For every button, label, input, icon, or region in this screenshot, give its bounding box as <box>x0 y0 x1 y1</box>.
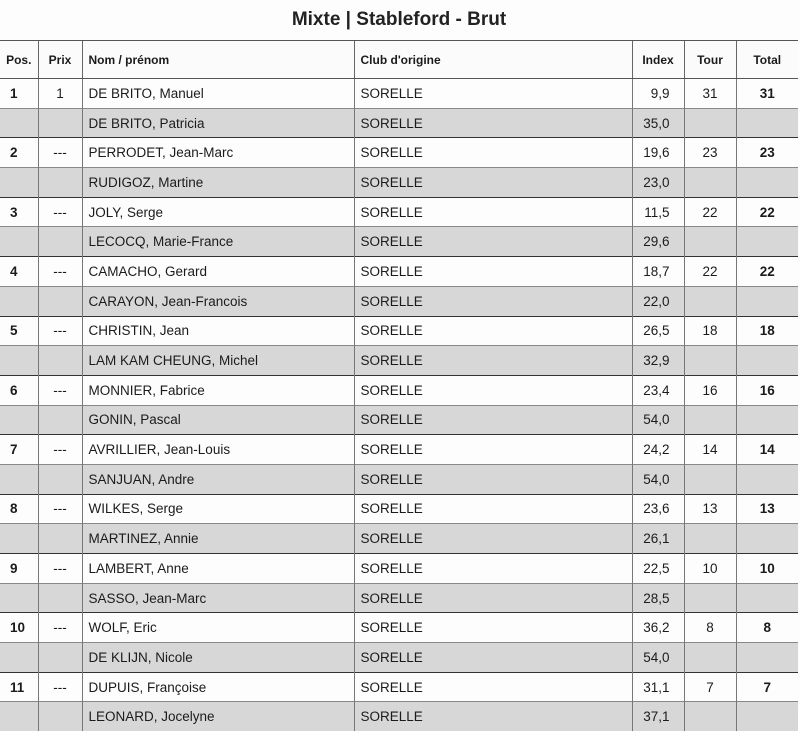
player-name-cell: SANJUAN, Andre <box>82 464 354 494</box>
club-cell: SORELLE <box>354 524 632 554</box>
prix-cell <box>38 464 82 494</box>
total-cell <box>736 643 798 673</box>
player-name-cell: LAM KAM CHEUNG, Michel <box>82 346 354 376</box>
club-cell: SORELLE <box>354 435 632 465</box>
table-row <box>0 79 798 109</box>
player-name-cell: DE KLIJN, Nicole <box>82 643 354 673</box>
prix-cell: 1 <box>38 79 82 109</box>
total-cell: 23 <box>736 138 798 168</box>
position-cell: 10 <box>0 613 38 643</box>
total-cell: 22 <box>736 197 798 227</box>
total-cell <box>736 702 798 731</box>
table-row <box>0 524 798 554</box>
table-row <box>0 435 798 465</box>
index-cell: 22,5 <box>632 554 684 584</box>
player-name-cell: SASSO, Jean-Marc <box>82 583 354 613</box>
table-row <box>0 197 798 227</box>
position-cell <box>0 405 38 435</box>
tour-cell: 7 <box>684 672 736 702</box>
prix-cell: --- <box>38 138 82 168</box>
tour-cell: 31 <box>684 79 736 109</box>
player-name-cell: CHRISTIN, Jean <box>82 316 354 346</box>
table-row <box>0 108 798 138</box>
position-cell: 11 <box>0 672 38 702</box>
total-cell: 31 <box>736 79 798 109</box>
club-cell: SORELLE <box>354 464 632 494</box>
club-cell: SORELLE <box>354 346 632 376</box>
index-cell: 31,1 <box>632 672 684 702</box>
position-cell <box>0 583 38 613</box>
table-row <box>0 168 798 198</box>
total-cell <box>736 108 798 138</box>
tour-cell <box>684 702 736 731</box>
prix-cell <box>38 346 82 376</box>
club-cell: SORELLE <box>354 286 632 316</box>
total-cell <box>736 346 798 376</box>
tour-cell: 10 <box>684 554 736 584</box>
player-name-cell: LAMBERT, Anne <box>82 554 354 584</box>
table-row <box>0 346 798 376</box>
position-cell <box>0 643 38 673</box>
club-cell: SORELLE <box>354 227 632 257</box>
table-row <box>0 554 798 584</box>
index-cell: 54,0 <box>632 464 684 494</box>
total-cell <box>736 405 798 435</box>
club-cell: SORELLE <box>354 138 632 168</box>
position-cell: 7 <box>0 435 38 465</box>
index-cell: 37,1 <box>632 702 684 731</box>
prix-cell <box>38 702 82 731</box>
index-cell: 23,0 <box>632 168 684 198</box>
club-cell: SORELLE <box>354 168 632 198</box>
table-row <box>0 138 798 168</box>
club-cell: SORELLE <box>354 554 632 584</box>
prix-cell: --- <box>38 672 82 702</box>
tour-cell <box>684 464 736 494</box>
table-row <box>0 257 798 287</box>
position-cell: 8 <box>0 494 38 524</box>
total-cell: 7 <box>736 672 798 702</box>
position-cell <box>0 227 38 257</box>
total-cell: 16 <box>736 375 798 405</box>
player-name-cell: WILKES, Serge <box>82 494 354 524</box>
total-cell <box>736 286 798 316</box>
index-cell: 26,5 <box>632 316 684 346</box>
header-row <box>0 41 798 79</box>
table-row <box>0 286 798 316</box>
position-cell: 9 <box>0 554 38 584</box>
index-cell: 28,5 <box>632 583 684 613</box>
table-row <box>0 672 798 702</box>
header-index: Index <box>632 41 684 79</box>
table-row <box>0 494 798 524</box>
player-name-cell: DE BRITO, Patricia <box>82 108 354 138</box>
tour-cell <box>684 168 736 198</box>
position-cell: 3 <box>0 197 38 227</box>
table-row <box>0 583 798 613</box>
prix-cell <box>38 524 82 554</box>
results-table <box>0 41 798 731</box>
player-name-cell: DUPUIS, Françoise <box>82 672 354 702</box>
club-cell: SORELLE <box>354 79 632 109</box>
position-cell <box>0 108 38 138</box>
player-name-cell: DE BRITO, Manuel <box>82 79 354 109</box>
index-cell: 54,0 <box>632 643 684 673</box>
total-cell: 14 <box>736 435 798 465</box>
header-total: Total <box>736 41 798 79</box>
total-cell <box>736 168 798 198</box>
player-name-cell: WOLF, Eric <box>82 613 354 643</box>
prix-cell: --- <box>38 494 82 524</box>
player-name-cell: MARTINEZ, Annie <box>82 524 354 554</box>
tour-cell: 13 <box>684 494 736 524</box>
table-row <box>0 613 798 643</box>
player-name-cell: MONNIER, Fabrice <box>82 375 354 405</box>
club-cell: SORELLE <box>354 405 632 435</box>
tour-cell <box>684 227 736 257</box>
tour-cell <box>684 346 736 376</box>
prix-cell <box>38 108 82 138</box>
position-cell: 6 <box>0 375 38 405</box>
club-cell: SORELLE <box>354 316 632 346</box>
club-cell: SORELLE <box>354 257 632 287</box>
position-cell: 2 <box>0 138 38 168</box>
prix-cell <box>38 168 82 198</box>
position-cell: 4 <box>0 257 38 287</box>
total-cell: 13 <box>736 494 798 524</box>
tour-cell: 22 <box>684 257 736 287</box>
prix-cell <box>38 286 82 316</box>
index-cell: 54,0 <box>632 405 684 435</box>
total-cell: 22 <box>736 257 798 287</box>
index-cell: 9,9 <box>632 79 684 109</box>
index-cell: 18,7 <box>632 257 684 287</box>
header-prix: Prix <box>38 41 82 79</box>
page-title: Mixte | Stableford - Brut <box>0 0 798 41</box>
table-row <box>0 316 798 346</box>
index-cell: 23,6 <box>632 494 684 524</box>
table-row <box>0 375 798 405</box>
tour-cell: 14 <box>684 435 736 465</box>
index-cell: 22,0 <box>632 286 684 316</box>
club-cell: SORELLE <box>354 643 632 673</box>
player-name-cell: JOLY, Serge <box>82 197 354 227</box>
club-cell: SORELLE <box>354 494 632 524</box>
index-cell: 32,9 <box>632 346 684 376</box>
table-row <box>0 227 798 257</box>
club-cell: SORELLE <box>354 702 632 731</box>
position-cell <box>0 702 38 731</box>
index-cell: 26,1 <box>632 524 684 554</box>
table-row <box>0 643 798 673</box>
tour-cell <box>684 405 736 435</box>
club-cell: SORELLE <box>354 375 632 405</box>
total-cell <box>736 227 798 257</box>
total-cell: 8 <box>736 613 798 643</box>
player-name-cell: PERRODET, Jean-Marc <box>82 138 354 168</box>
prix-cell: --- <box>38 316 82 346</box>
total-cell <box>736 583 798 613</box>
total-cell: 10 <box>736 554 798 584</box>
index-cell: 24,2 <box>632 435 684 465</box>
position-cell <box>0 524 38 554</box>
tour-cell: 22 <box>684 197 736 227</box>
position-cell <box>0 464 38 494</box>
total-cell: 18 <box>736 316 798 346</box>
header-nom: Nom / prénom <box>82 41 354 79</box>
prix-cell: --- <box>38 257 82 287</box>
table-row <box>0 702 798 731</box>
prix-cell: --- <box>38 554 82 584</box>
index-cell: 29,6 <box>632 227 684 257</box>
prix-cell <box>38 583 82 613</box>
player-name-cell: CARAYON, Jean-Francois <box>82 286 354 316</box>
player-name-cell: LEONARD, Jocelyne <box>82 702 354 731</box>
player-name-cell: RUDIGOZ, Martine <box>82 168 354 198</box>
player-name-cell: CAMACHO, Gerard <box>82 257 354 287</box>
total-cell <box>736 464 798 494</box>
prix-cell: --- <box>38 375 82 405</box>
header-pos: Pos. <box>0 41 38 79</box>
prix-cell: --- <box>38 613 82 643</box>
index-cell: 36,2 <box>632 613 684 643</box>
prix-cell <box>38 227 82 257</box>
prix-cell: --- <box>38 435 82 465</box>
total-cell <box>736 524 798 554</box>
position-cell: 1 <box>0 79 38 109</box>
index-cell: 11,5 <box>632 197 684 227</box>
club-cell: SORELLE <box>354 197 632 227</box>
prix-cell <box>38 405 82 435</box>
position-cell <box>0 346 38 376</box>
club-cell: SORELLE <box>354 613 632 643</box>
tour-cell <box>684 108 736 138</box>
position-cell: 5 <box>0 316 38 346</box>
table-row <box>0 405 798 435</box>
player-name-cell: LECOCQ, Marie-France <box>82 227 354 257</box>
club-cell: SORELLE <box>354 108 632 138</box>
tour-cell <box>684 524 736 554</box>
tour-cell: 8 <box>684 613 736 643</box>
tour-cell <box>684 643 736 673</box>
club-cell: SORELLE <box>354 672 632 702</box>
table-row <box>0 464 798 494</box>
tour-cell: 16 <box>684 375 736 405</box>
prix-cell <box>38 643 82 673</box>
index-cell: 23,4 <box>632 375 684 405</box>
index-cell: 19,6 <box>632 138 684 168</box>
index-cell: 35,0 <box>632 108 684 138</box>
tour-cell <box>684 583 736 613</box>
tour-cell: 23 <box>684 138 736 168</box>
club-cell: SORELLE <box>354 583 632 613</box>
header-club: Club d'origine <box>354 41 632 79</box>
player-name-cell: AVRILLIER, Jean-Louis <box>82 435 354 465</box>
tour-cell: 18 <box>684 316 736 346</box>
tour-cell <box>684 286 736 316</box>
position-cell <box>0 286 38 316</box>
prix-cell: --- <box>38 197 82 227</box>
header-tour: Tour <box>684 41 736 79</box>
position-cell <box>0 168 38 198</box>
player-name-cell: GONIN, Pascal <box>82 405 354 435</box>
